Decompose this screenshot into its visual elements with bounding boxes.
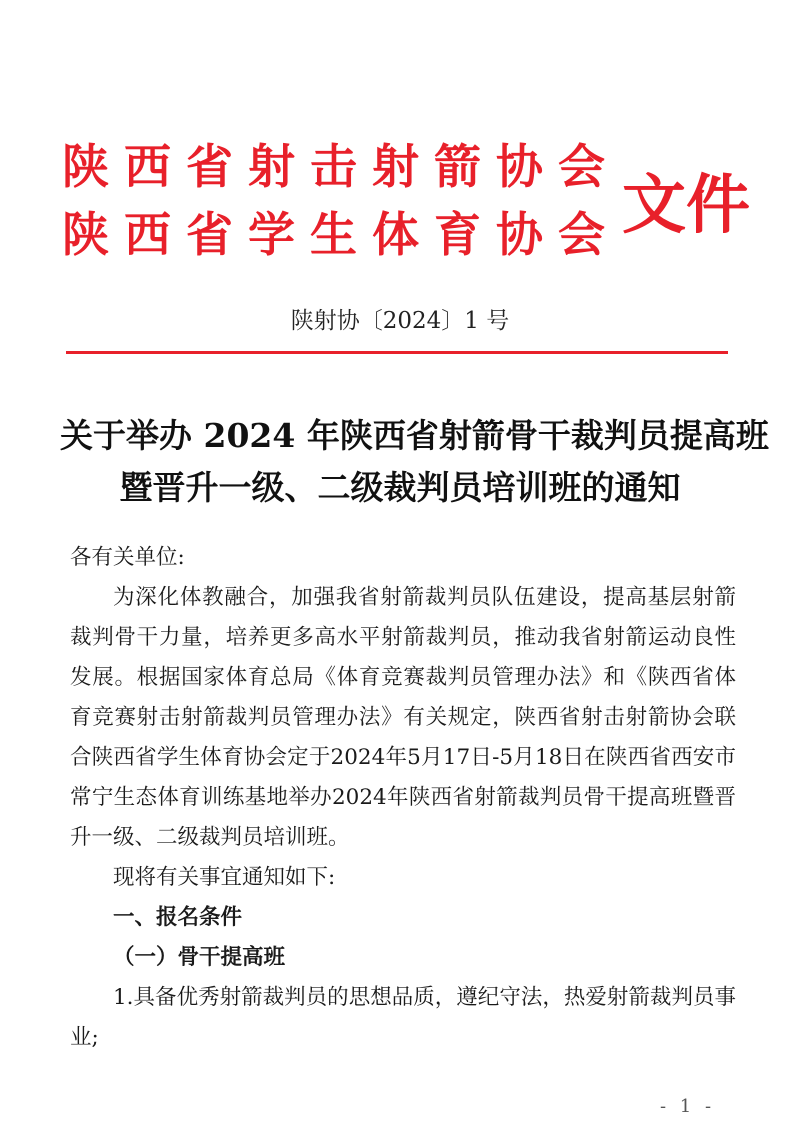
issuing-org-2: 陕西省学生体育协会 [62, 208, 620, 263]
subsection-heading-1: （一）骨干提高班 [113, 945, 286, 970]
list-item-1: 1.具备优秀射箭裁判员的思想品质，遵纪守法，热爱射箭裁判员事业; [70, 985, 736, 1050]
body-paragraph-1: 为深化体教融合，加强我省射箭裁判员队伍建设，提高基层射箭裁判骨干力量，培养更多高水平射箭裁判员，推动我省射箭运动良性发展。根据国家体育总局《体育竞赛裁判员管理办法》和《陕西省体育竞赛射击射箭裁判员管理办法》有关规定，陕西省射击射箭协会联合陕西省学生体育协会定于2024年5月17日-5月18日在陕西省西安市常宁生态体育训练基地举办2024年陕西省射箭裁判员骨干提高班暨晋升一级、二级裁判员培训班。 [70, 585, 736, 850]
document-body [70, 538, 736, 1058]
body-paragraph-2: 现将有关事宜通知如下: [113, 865, 336, 890]
red-divider-line [66, 351, 728, 354]
document-type: 文件 [622, 168, 750, 243]
title-line-2: 暨晋升一级、二级裁判员培训班的通知 [119, 468, 681, 507]
issuing-org-1: 陕西省射击射箭协会 [62, 140, 620, 195]
document-number: 陕射协〔2024〕1 号 [290, 308, 510, 334]
page-number: - 1 - [660, 1096, 716, 1117]
salutation: 各有关单位: [70, 545, 185, 570]
document-header [62, 128, 750, 268]
title-line-1: 关于举办 2024 年陕西省射箭骨干裁判员提高班 [60, 416, 769, 455]
section-heading-1: 一、报名条件 [113, 905, 243, 930]
document-title [60, 410, 769, 514]
